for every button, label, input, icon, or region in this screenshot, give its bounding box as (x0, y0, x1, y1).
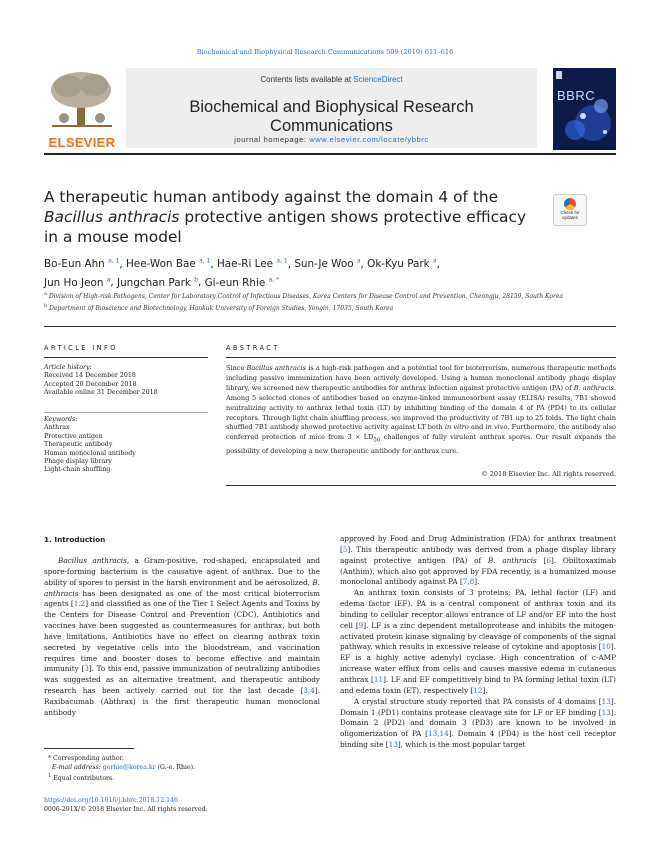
abstract-run: . Among 5 selected clones of antibodies based on enzyme-linked immunosorbent assay (ELISA) results, 7B1 showed neutralizing activity to anthrax lethal toxin (LT) by inhibiting binding of the domain 4 of PA (PD4) to its cellular receptors. Through light chain shuffling process, we improved the productivity of 7B1 up to 25 folds. The light chain shuffled 7B1 antibody showed protective activity against LT both (226, 383, 617, 432)
text-run: A crystal structure study reported that PA consists of 4 domains [ (354, 696, 602, 706)
citation-link[interactable]: 6 (546, 555, 551, 565)
keyword: Protective antigen (44, 432, 103, 440)
journal-reference[interactable]: Biochemical and Biophysical Research Communications 509 (2019) 611–616 (196, 48, 454, 56)
homepage-prefix: journal homepage: (234, 135, 310, 144)
citation-link[interactable]: 3,4 (303, 686, 315, 696)
accepted-date: Accepted 20 December 2018 (44, 380, 137, 388)
abstract-divider (226, 357, 616, 358)
footnote-text: Corresponding author. (53, 755, 124, 762)
author-affiliation-mark[interactable]: a, * (268, 276, 280, 284)
text-run: , a Gram-positive, rod-shaped, encapsulated and spore-forming bacterium is the causative agent of anthrax. Due to the ability of spores to persist in the harsh environment and be aerosolized, (44, 556, 321, 587)
citation-link[interactable]: 13,14 (427, 729, 449, 739)
affiliations (44, 290, 616, 313)
footnote-divider (44, 748, 134, 749)
text-run: ]. LF and EF competitively bind to PA forming lethal toxin (LT) and edema toxin (ET), respectively [ (340, 674, 616, 695)
doi-block (44, 797, 320, 814)
text-run: ]. LF is a zinc dependent metalloprotease and inhibits the mitogen-activated protein kinase signaling by cleavage of components of the signal pathway, which results in excessive release of cytokine and apoptosis [ (340, 620, 617, 652)
text-run: ]. (474, 577, 480, 587)
author-affiliation-mark[interactable]: a (106, 276, 111, 284)
author-affiliation-mark[interactable]: a, 1 (276, 258, 288, 265)
cover-art-icon (553, 68, 616, 150)
footnote-text: (G.-e. Rhie). (155, 763, 195, 771)
title-italic: Bacillus anthracis (44, 208, 180, 226)
abstract-italic: B. anthracis (573, 383, 614, 392)
author[interactable] (294, 258, 360, 270)
title-part: A therapeutic human antibody against the domain 4 of the (44, 188, 499, 206)
contents-prefix: Contents lists available at (260, 75, 354, 84)
abstract-italic: in vivo (485, 423, 508, 432)
doi-link[interactable]: https://doi.org/10.1016/j.bbrc.2018.12.146 (44, 797, 178, 804)
article-title (44, 187, 534, 247)
author-affiliation-mark[interactable]: a (356, 258, 361, 265)
author-name: Sun-Je Woo (294, 258, 354, 271)
abstract-heading: ABSTRACT (226, 344, 280, 352)
contents-line (126, 75, 537, 84)
citation-link[interactable]: 1,2 (73, 599, 86, 609)
abstract-italic: in vitro (444, 423, 469, 432)
paragraph (44, 556, 320, 719)
abstract-run: and (468, 423, 486, 432)
tree-icon (44, 68, 120, 134)
text-run: ]. Domain 1 (PD1) contains protease cleavage site for LF or EF binding [ (340, 696, 616, 717)
footnotes (44, 755, 320, 784)
author[interactable] (205, 277, 279, 289)
text-run: ]. Obiltoxaximab (Anthim), which also got approved by FDA recently, is a humanized mouse monoclonal antibody against PA [ (340, 555, 616, 587)
equal-footnote (44, 772, 320, 784)
affiliation-b (44, 302, 616, 313)
abstract-copyright: © 2018 Elsevier Inc. All rights reserved. (481, 470, 616, 478)
info-divider (44, 357, 208, 358)
author-affiliation-mark[interactable]: b (194, 276, 198, 284)
author[interactable] (44, 258, 119, 270)
abstract-subscript: 50 (373, 437, 381, 444)
author-name: Ok-Kyu Park (367, 258, 430, 271)
homepage-line (126, 135, 537, 144)
elsevier-tree-logo[interactable] (44, 68, 120, 150)
citation-link[interactable]: 13 (601, 696, 611, 706)
citation-link[interactable]: 10 (601, 642, 611, 652)
italic-text: B. anthracis (487, 555, 537, 565)
paragraph (340, 697, 616, 751)
check-for-updates-label: Check for updates (560, 210, 580, 220)
text-run: ]. This therapeutic antibody was derived from a phage display library against protective antigen (PA) of (340, 544, 616, 565)
text-run: ]. To this end, passive immunization of neutralizing antibodies was suggested as an alternative treatment, and therapeutic antibody research has been actively carried out for the last decade [ (44, 664, 320, 696)
footnote-text: Equal contributors. (53, 775, 115, 783)
citation-link[interactable]: 11 (373, 674, 384, 684)
history-label: Article history: (44, 364, 92, 371)
author-name: Jun Ho Jeon (44, 276, 104, 289)
homepage-link[interactable]: www.elsevier.com/locate/ybbrc (309, 135, 429, 144)
keywords-label: Keywords: (44, 416, 78, 423)
citation-link[interactable]: 5 (342, 544, 348, 554)
italic-text: Bacillus anthracis (58, 556, 127, 565)
keyword: Therapeutic antibody (44, 441, 113, 449)
author-affiliation-mark[interactable]: a, 1 (108, 258, 120, 265)
affiliation-mark: b (44, 303, 48, 310)
journal-cover-image[interactable] (553, 68, 616, 150)
cover-title: BBRC (557, 88, 596, 103)
text-run: has been designated as one of the most critical bioterrorism agents [ (44, 588, 320, 609)
article-history (44, 364, 214, 398)
body-column-left (44, 556, 320, 719)
affiliation-a (44, 290, 616, 301)
journal-title[interactable]: Biochemical and Biophysical Research Communications (189, 98, 474, 135)
citation-link[interactable]: 3 (84, 664, 89, 674)
author[interactable] (367, 258, 437, 270)
keywords (44, 416, 214, 475)
affiliation-divider (44, 326, 616, 327)
author-affiliation-mark[interactable]: a, 1 (199, 258, 211, 265)
author-name: Jungchan Park (117, 276, 191, 289)
issn-copyright: 0006-291X/© 2018 Elsevier Inc. All rights reserved. (44, 805, 208, 813)
journal-header (44, 68, 616, 150)
title-part: protective antigen shows protective efficacy in a mouse model (44, 208, 527, 246)
footnote-mark: 1 (47, 773, 52, 780)
keyword: Light-chain shuffling (44, 466, 111, 474)
abstract-run: . Furthermore, the antibody also conferred protection of mice from 3 × LD (226, 423, 616, 442)
author-name: Hae-Ri Lee (216, 258, 274, 271)
paragraph (340, 534, 616, 588)
citation-link[interactable]: 13 (388, 740, 398, 750)
citation-link[interactable]: 9 (358, 620, 364, 630)
author[interactable] (44, 277, 110, 289)
keyword: Phage display library (44, 458, 112, 466)
history-divider (44, 412, 208, 413)
text-run: [ (536, 555, 547, 565)
text-run: ] and classified as one of the Tier 1 Select Agents and Toxins by the Centers for Disease Control and Prevention (CDC). Antibiotics and vaccines have been suggested as countermeasures for anthrax, but both have limitations. Antibiotics have no effect on clearing anthrax toxin secreted by vegetative cells into the bloodstream, and vaccination requires time and booster doses to become effective and maintain immunity [ (44, 599, 321, 674)
abstract-run: Since (226, 364, 247, 372)
author[interactable] (117, 277, 198, 289)
author-affiliation-mark[interactable]: a (432, 258, 437, 265)
author-name: Gi-eun Rhie (204, 276, 266, 289)
text-run: ]. Domain 2 (PD2) and domain 3 (PD3) are known to be involved in oligomerization of PA [ (340, 707, 616, 739)
author-list: Bo-Eun Ahn $^{a, 1}$, Hee-Won Bae $^{a, 1}$, Hae-Ri Lee $^{a, 1}$, Sun-Je Woo $^a$, Ok-Kyu Park $^a$, Jun Ho Jeon $^a$, Jungchan Park $^b$, Gi-eun Rhie $^{a, *}$ (44, 258, 440, 289)
text-run: ]. Raxibacumab (Abthrax) is the first therapeutic human monoclonal antibody (44, 686, 320, 717)
paragraph (340, 588, 616, 696)
abstract-bottom-divider (226, 485, 616, 486)
author-name: Bo-Eun Ahn (44, 258, 105, 271)
received-date: Received 14 December 2018 (44, 372, 136, 380)
abstract-run: challenges of fully virulent anthrax spores. Our result expands the possibility of developing a new therapeutic antibody for anthrax cure. (226, 433, 616, 455)
citation-link[interactable]: 13 (601, 707, 611, 717)
email-label: E-mail address: (51, 763, 103, 771)
author-name: Hee-Won Bae (125, 258, 196, 271)
footnote-mark: * (47, 755, 52, 762)
abstract-run: is a high-risk pathogen and a potential tool for bioterrorism, numerous therapeutic methods including passive immunization have been actively developed. Using a human monoclonal antibody phage display library, we screened new therapeutic antibodies for anthrax infection against protective antigen (PA) of (226, 364, 616, 392)
text-run: An anthrax toxin consists of 3 proteins; PA, lethal factor (LF) and edema factor (EF). PA is a central component of anthrax toxin and its binding to cellular receptor allows entrance of LF and/or EF into the host cell [ (340, 588, 616, 630)
affiliation-mark: a (44, 291, 47, 297)
citation-link[interactable]: 12 (473, 685, 483, 695)
affiliation-text: Division of High-risk Pathogens, Center for Laboratory Control of Infectious Diseases, Korea Centers for Disease Control and Prevention, Cheongju, 28159, South Korea (48, 293, 563, 300)
article-info-heading: ARTICLE INFO (44, 344, 118, 352)
header-divider (44, 153, 616, 155)
affiliation-text: Department of Bioscience and Biotechnology, Hankuk University of Foreign Studies, Yongin, 17035, South Korea (49, 305, 394, 313)
online-date: Available online 31 December 2018 (44, 389, 158, 397)
abstract-text (226, 364, 616, 456)
abstract-italic: Bacillus anthracis (246, 364, 307, 372)
italic-text: B. anthracis (44, 577, 320, 598)
journal-header-box (126, 68, 537, 148)
section-heading: 1. Introduction (44, 535, 106, 544)
text-run: ]. (482, 685, 488, 695)
keyword: Anthrax (44, 424, 70, 432)
sciencedirect-link[interactable]: ScienceDirect (353, 75, 403, 84)
crossmark-icon (564, 198, 576, 210)
check-for-updates-button[interactable] (553, 194, 587, 226)
text-run: ]. Domain 4 (PD4) is the host cell receptor binding site [ (340, 729, 616, 750)
publisher-name: ELSEVIER (48, 135, 116, 150)
email-link[interactable]: gerhie@korea.kr (102, 763, 156, 771)
citation-link[interactable]: 7,8 (462, 577, 475, 587)
keyword: Human monoclonal antibody (44, 449, 136, 457)
author[interactable] (217, 258, 288, 270)
corresponding-footnote (44, 755, 320, 764)
text-run: ]. EF is a highly active adenylyl cyclase. High concentration of c-AMP increase water efflux from cells and causes massive edema in cutaneous anthrax [ (340, 642, 616, 684)
body-column-right (340, 534, 616, 751)
email-footnote (44, 764, 320, 773)
text-run: approved by Food and Drug Administration (FDA) for anthrax treatment [ (340, 534, 616, 554)
text-run: ], which is the most popular target (397, 740, 526, 750)
author[interactable] (126, 258, 210, 270)
